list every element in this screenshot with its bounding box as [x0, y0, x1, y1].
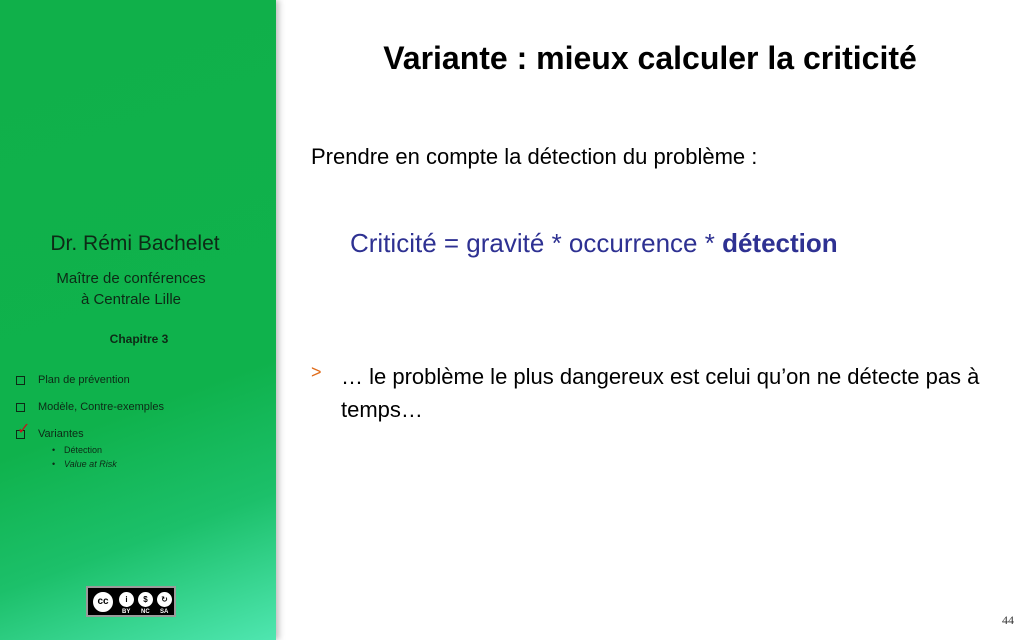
license-by-label: BY — [122, 609, 131, 615]
checkbox-icon — [16, 376, 25, 385]
sharealike-icon: ↻ — [156, 591, 173, 608]
slide-title: Variante : mieux calculer la criticité — [383, 40, 917, 76]
bullet-text: … le problème le plus dangereux est celui qu’on ne détecte pas à temps… — [341, 364, 980, 422]
noncommercial-icon: $ — [137, 591, 154, 608]
toc-item-plan-de-prevention[interactable] — [14, 374, 164, 401]
formula-emphasis: détection — [722, 228, 838, 258]
checkmark-icon: ✓ — [17, 421, 31, 438]
toc-item-label: Modèle, Contre-exemples — [38, 401, 164, 413]
criticality-formula — [350, 228, 838, 259]
sidebar — [0, 0, 276, 640]
author-role-line2: à Centrale Lille — [80, 291, 182, 308]
table-of-contents — [14, 374, 164, 455]
intro-text: Prendre en compte la détection du problème : — [311, 144, 758, 169]
bullet-dot-icon: • — [52, 445, 56, 455]
checkbox-icon — [16, 403, 25, 412]
toc-item-modele-contre-exemples[interactable] — [14, 401, 164, 428]
page-number: 44 — [1002, 613, 1014, 627]
toc-item-label: Variantes — [38, 428, 84, 440]
license-sa-label: SA — [160, 609, 169, 615]
author-role-line1: Maître de conférences — [56, 270, 206, 287]
toc-subitem-label: Détection — [64, 445, 103, 455]
bullet-dot-icon: • — [52, 459, 56, 469]
toc-subitem-label: Value at Risk — [64, 459, 117, 469]
toc-item-label: Plan de prévention — [38, 374, 130, 386]
bullet-arrow-icon: > — [311, 362, 322, 382]
toc-subitem-value-at-risk[interactable] — [52, 459, 117, 469]
license-nc-label: NC — [141, 609, 150, 615]
formula-text: Criticité = gravité * occurrence * — [350, 228, 723, 258]
creative-commons-license-badge[interactable] — [86, 586, 176, 617]
creative-commons-icon: cc — [91, 590, 115, 614]
author-name: Dr. Rémi Bachelet — [50, 232, 220, 255]
author-role — [0, 268, 262, 310]
attribution-icon: i — [118, 591, 135, 608]
toc-subitem-detection[interactable] — [52, 445, 103, 455]
chapter-label: Chapitre 3 — [109, 332, 169, 346]
